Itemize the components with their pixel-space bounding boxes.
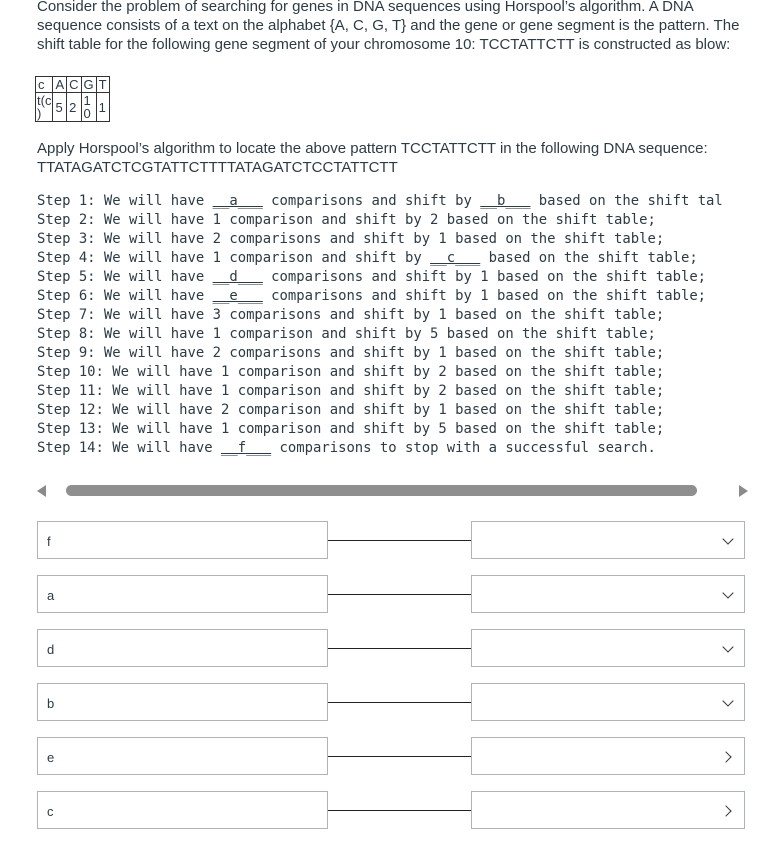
step-line: Step 6: We will have __e___ comparisons and shift by 1 based on the shift table; [37,288,707,304]
matching-row [37,791,745,829]
step-line: Step 4: We will have 1 comparison and shift by __c___ based on the shift table; [37,250,698,266]
shift-table-value-row [36,93,110,122]
matching-row [37,737,745,775]
shift-value-g [81,93,96,122]
shift-table-header-cell: G [81,77,96,93]
step-line: Step 13: We will have 1 comparison and shift by 5 based on the shift table; [37,421,665,437]
answer-dropdown[interactable] [471,575,745,613]
shift-table-header-row [36,77,110,93]
row-label-top: t(c [37,93,52,108]
step-line: Step 12: We will have 2 comparison and shift by 1 based on the shift table; [37,402,665,418]
answer-dropdown[interactable] [471,521,745,559]
matching-prompt: b [37,683,328,721]
scroll-left-arrow-icon[interactable] [37,485,46,497]
step-line: Step 2: We will have 1 comparison and shift by 2 based on the shift table; [37,212,656,228]
shift-table [35,76,110,122]
apply-line: Apply Horspool’s algorithm to locate the above pattern TCCTATTCTT in the following DNA sequence: [37,140,708,157]
answer-dropdown[interactable] [471,791,745,829]
matching-prompt: d [37,629,328,667]
intro-paragraph: Consider the problem of searching for genes in DNA sequences using Horspool’s algorithm. A DNA sequence consists of a text on the alphabet {A, C, G, T} and the gene or gene segment is the pattern. The shift table for the following gene segment of your chromosome 10: TCCTATTCTT is constructed as blow: [37,0,740,53]
step-line: Step 14: We will have __f___ comparisons to stop with a successful search. [37,440,656,456]
horizontal-scrollbar[interactable] [37,483,751,499]
step-line: Step 5: We will have __d___ comparisons and shift by 1 based on the shift table; [37,269,707,285]
chevron-right-icon [720,751,731,762]
matching-prompt: e [37,737,328,775]
question-intro [37,0,752,54]
matching-row [37,683,745,721]
row-label-bottom: ) [37,106,42,121]
shift-value-a: 5 [53,93,67,122]
connector-line [328,756,472,757]
shift-table-header-cell: C [67,77,81,93]
matching-prompt: c [37,791,328,829]
shift-value-t: 1 [96,93,109,122]
chevron-right-icon [720,805,731,816]
scroll-right-arrow-icon[interactable] [739,485,748,497]
matching-row [37,629,745,667]
dna-sequence: TTATAGATCTCGTATTCTTTTATAGATCTCCTATTCTT [37,159,398,176]
step-line: Step 3: We will have 2 comparisons and shift by 1 based on the shift table; [37,231,665,247]
blank-b: __b___ [480,193,531,209]
shift-value-c: 2 [67,93,81,122]
shift-value-g-top: 1 [83,93,91,108]
matching-prompt: f [37,521,328,559]
blank-a: __a___ [212,193,263,209]
step-line: Step 9: We will have 2 comparisons and shift by 1 based on the shift table; [37,345,665,361]
shift-table-row-label [36,93,53,122]
step-line: Step 11: We will have 1 comparison and shift by 2 based on the shift table; [37,383,665,399]
blank-d: __d___ [212,269,263,285]
matching-prompt: a [37,575,328,613]
apply-instructions [37,139,752,177]
blank-f: __f___ [220,440,272,456]
answer-dropdown[interactable] [471,683,745,721]
connector-line [328,540,472,541]
shift-table-header-cell: T [96,77,109,93]
step-line: Step 10: We will have 1 comparison and shift by 2 based on the shift table; [37,364,665,380]
chevron-down-icon [722,695,733,706]
connector-line [328,810,472,811]
connector-line [328,594,472,595]
matching-row [37,521,745,559]
shift-value-g-bottom: 0 [83,106,91,121]
chevron-down-icon [722,641,733,652]
answer-dropdown[interactable] [471,629,745,667]
chevron-down-icon [722,587,733,598]
blank-c: __c___ [430,250,481,266]
step-line: Step 7: We will have 3 comparisons and shift by 1 based on the shift table; [37,307,665,323]
chevron-down-icon [722,533,733,544]
matching-row [37,575,745,613]
shift-table-header-cell: A [53,77,67,93]
step-line: Step 8: We will have 1 comparison and shift by 5 based on the shift table; [37,326,656,342]
step-line: Step 1: We will have __a___ comparisons and shift by __b___ based on the shift tal [37,193,723,209]
connector-line [328,702,472,703]
connector-line [328,648,472,649]
shift-table-header-cell: c [36,77,53,93]
scrollbar-thumb[interactable] [66,485,697,496]
steps-code-block [37,192,758,458]
blank-e: __e___ [212,288,263,304]
answer-dropdown[interactable] [471,737,745,775]
